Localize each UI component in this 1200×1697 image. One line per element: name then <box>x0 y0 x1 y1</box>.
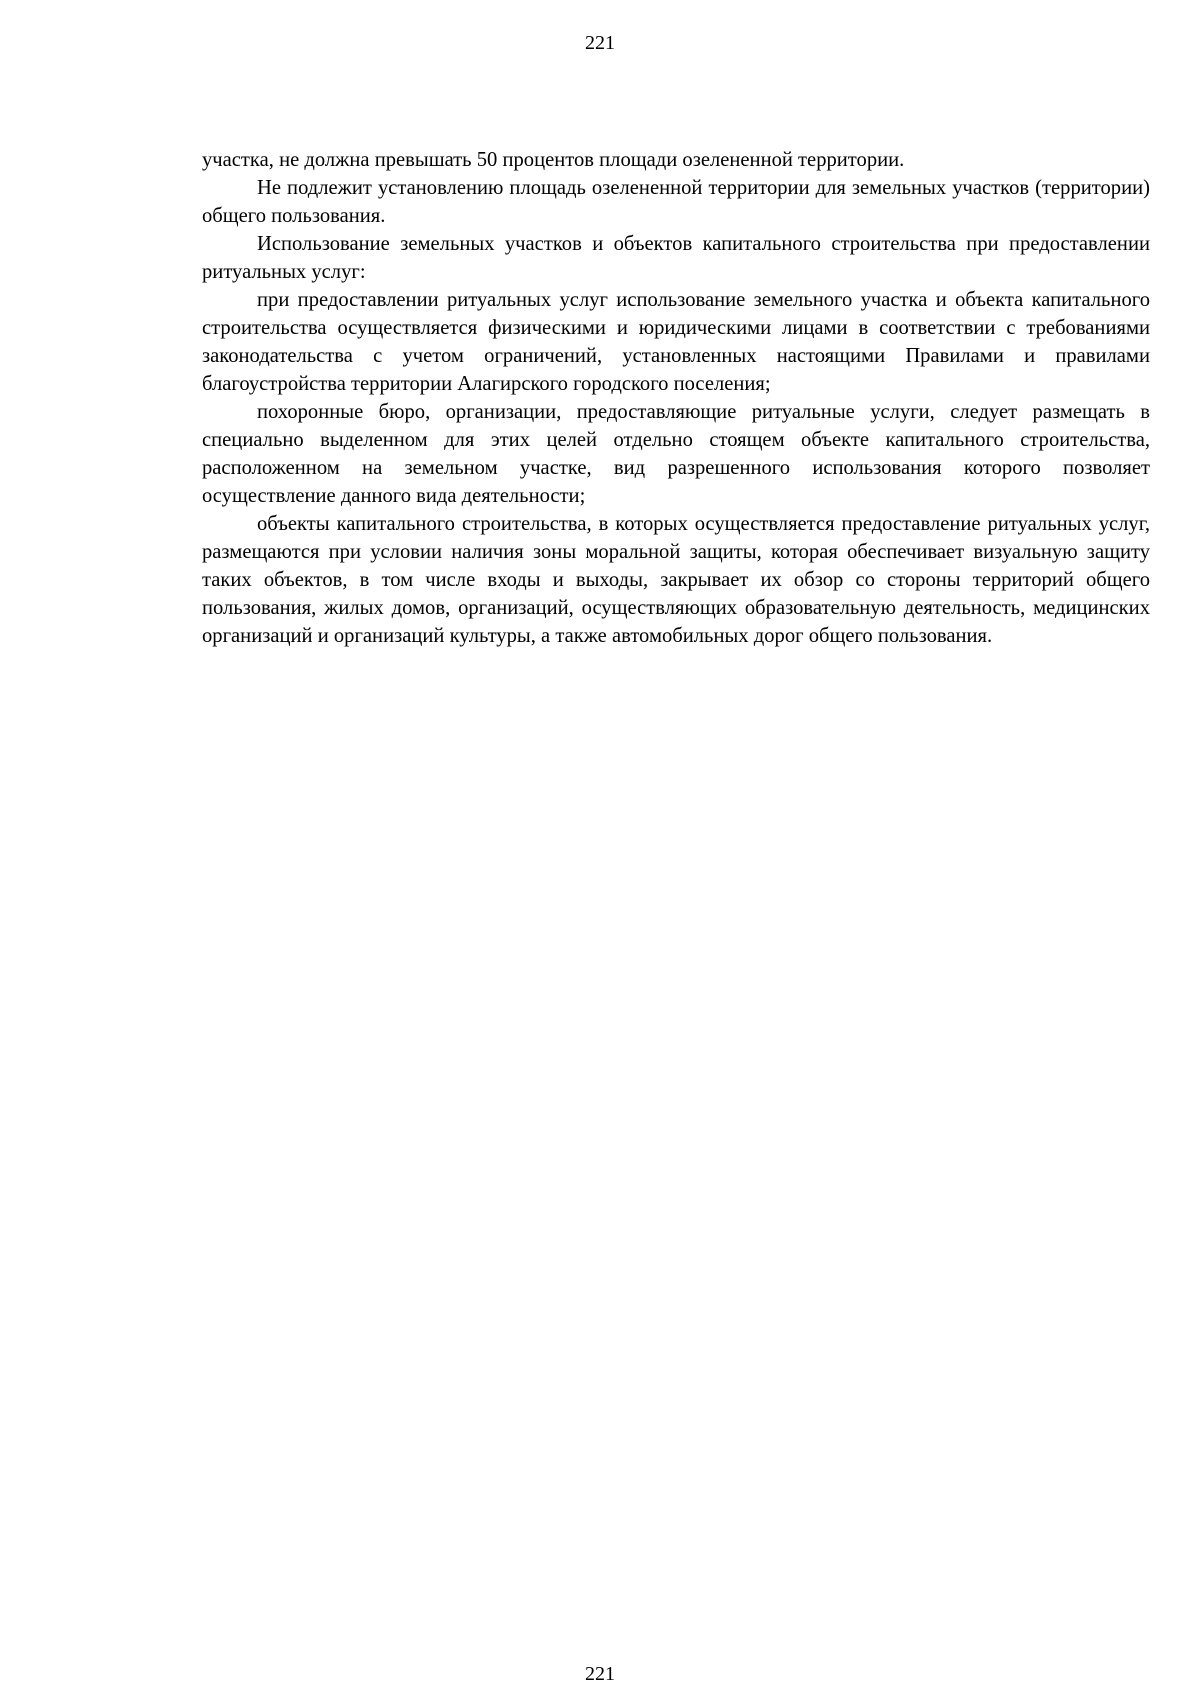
page-number-top: 221 <box>585 32 615 54</box>
page-number-bottom: 221 <box>585 1663 615 1685</box>
paragraph-continuation: участка, не должна превышать 50 процентов площади озелененной территории. <box>202 149 905 171</box>
document-body <box>202 146 1150 650</box>
paragraph-ritual-land-use: при предоставлении ритуальных услуг использование земельного участка и объекта капитального строительства осуществляется физическими и юридическими лицами в соответствии с требованиями законодательства с учетом ограничений, установленных настоящими Правилами и правилами благоустройства территории Алагирского городского поселения; <box>202 289 1150 395</box>
paragraph-moral-protection-zone: объекты капитального строительства, в которых осуществляется предоставление ритуальных услуг, размещаются при условии наличия зоны моральной защиты, которая обеспечивает визуальную защиту таких объектов, в том числе входы и выходы, закрывает их обзор со стороны территорий общего пользования, жилых домов, организаций, осуществляющих образовательную деятельность, медицинских организаций и организаций культуры, а также автомобильных дорог общего пользования. <box>202 513 1150 647</box>
paragraph-green-area: Не подлежит установлению площадь озелененной территории для земельных участков (территории) общего пользования. <box>202 177 1150 227</box>
paragraph-funeral-bureaus: похоронные бюро, организации, предоставляющие ритуальные услуги, следует размещать в специально выделенном для этих целей отдельно стоящем объекте капитального строительства, расположенном на земельном участке, вид разрешенного использования которого позволяет осуществление данного вида деятельности; <box>202 401 1150 507</box>
paragraph-ritual-services-heading: Использование земельных участков и объектов капитального строительства при предоставлении ритуальных услуг: <box>202 233 1150 283</box>
